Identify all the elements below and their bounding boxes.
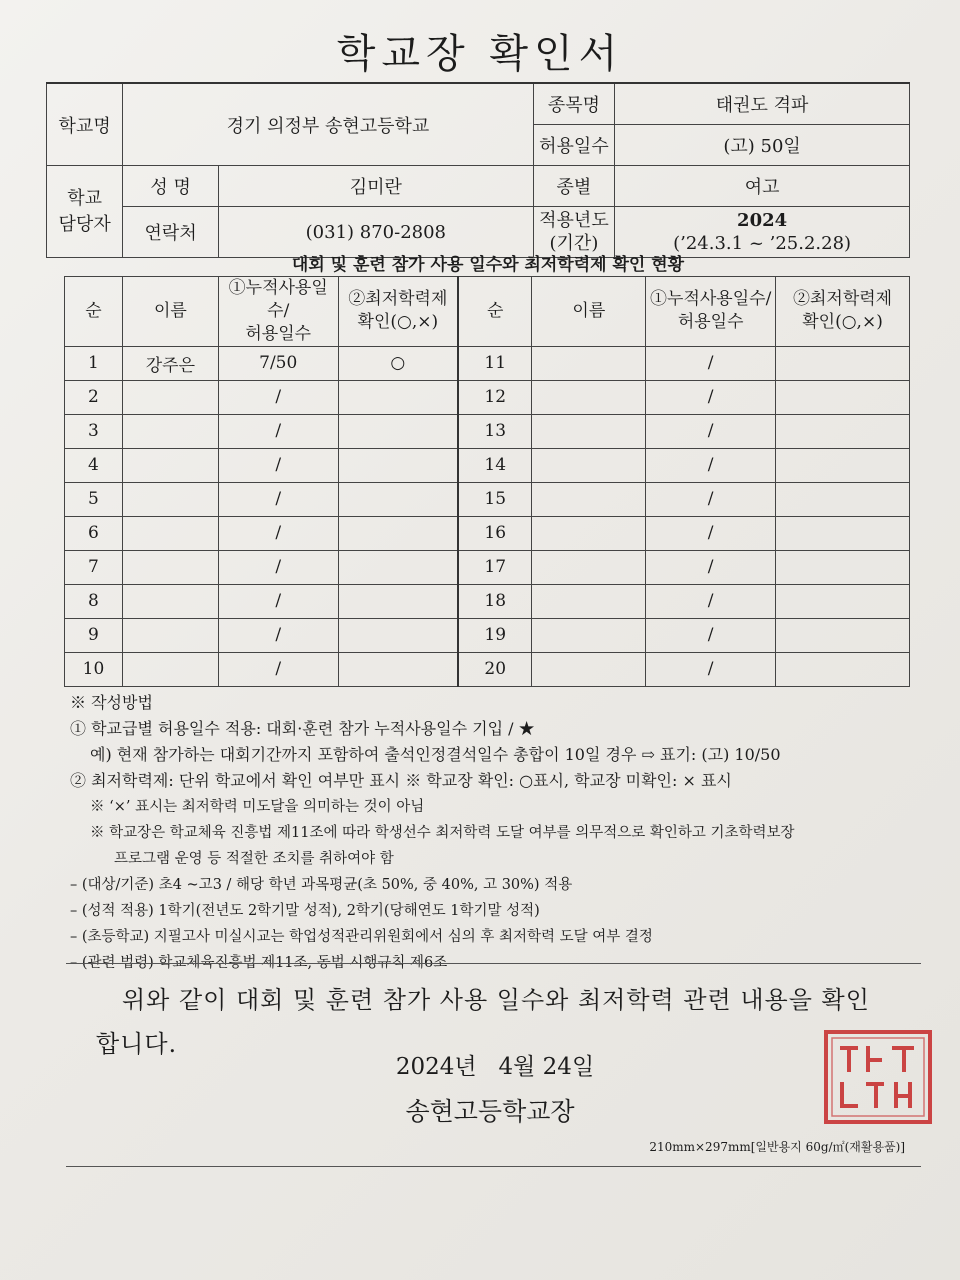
- row-name: [532, 346, 646, 380]
- type-label: 종별: [533, 166, 615, 207]
- row-number: 9: [65, 618, 123, 652]
- contact-value: (031) 870-2808: [218, 207, 533, 258]
- notes-heading: ※ 작성방법: [70, 693, 153, 712]
- row-days: /: [646, 516, 776, 550]
- row-days: /: [218, 516, 338, 550]
- row-name: [532, 584, 646, 618]
- participation-table-body: [65, 277, 910, 687]
- row-name: [122, 516, 218, 550]
- row-number: 8: [65, 584, 123, 618]
- row-days: /: [646, 482, 776, 516]
- row-name: [122, 448, 218, 482]
- row-check: [776, 584, 910, 618]
- row-name: [122, 482, 218, 516]
- row-check: [776, 550, 910, 584]
- note-1-example: 예) 현재 참가하는 대회기간까지 포함하여 출석인정결석일수 총합이 10일 경우 ⇨ 표기: (고) 10/50: [90, 745, 781, 764]
- row-number: 13: [458, 414, 532, 448]
- table-subtitle: 대회 및 훈련 참가 사용 일수와 최저학력제 확인 현황: [291, 255, 685, 275]
- principal-signature: 송현고등학교장: [405, 1097, 575, 1126]
- row-number: 20: [458, 652, 532, 686]
- school-seal-stamp: [820, 1028, 936, 1126]
- table-row: [65, 550, 910, 584]
- row-check: [776, 448, 910, 482]
- row-days: /: [646, 652, 776, 686]
- row-name: [122, 584, 218, 618]
- row-name: [532, 516, 646, 550]
- row-days: /: [218, 414, 338, 448]
- period-value: (’24.3.1 ~ ’25.2.28): [673, 233, 852, 254]
- detail-3: – (초등학교) 지필고사 미실시교는 학업성적관리위원회에서 심의 후 최저학력 도달 여부 결정: [70, 929, 653, 945]
- row-name: [532, 380, 646, 414]
- row-check: [338, 516, 458, 550]
- confirmation-line1: 위와 같이 대회 및 훈련 참가 사용 일수와 최저학력 관련 내용을 확인: [122, 986, 870, 1014]
- note-2: ② 최저학력제: 단위 학교에서 확인 여부만 표시 ※ 학교장 확인: ○표시, 학교장 미확인: × 표시: [70, 771, 732, 790]
- row-number: 2: [65, 380, 123, 414]
- col-no-header-right: 순: [458, 277, 532, 347]
- row-name: [122, 618, 218, 652]
- row-name: 강주은: [122, 346, 218, 380]
- col-check-header: [338, 277, 458, 347]
- contact-label: 연락처: [123, 207, 219, 258]
- writing-instructions: [70, 690, 920, 976]
- col-days-header-line1: ①누적사용일수/: [228, 278, 328, 321]
- detail-4: – (관련 법령) 학교체육진흥법 제11조, 동법 시행규칙 제6조: [70, 955, 448, 971]
- note-2-b-cont: 프로그램 운영 등 적절한 조치를 취하여야 함: [114, 851, 394, 867]
- row-name: [532, 414, 646, 448]
- note-1: ① 학교급별 허용일수 적용: 대회·훈련 참가 누적사용일수 기입 / ★: [70, 719, 535, 738]
- row-number: 7: [65, 550, 123, 584]
- row-name: [122, 380, 218, 414]
- row-name: [122, 414, 218, 448]
- row-name: [532, 652, 646, 686]
- row-check: [338, 550, 458, 584]
- year-value: 2024: [737, 209, 788, 231]
- row-check: ○: [338, 346, 458, 380]
- row-check: [338, 482, 458, 516]
- col-days-header-right-line1: ①누적사용일수/: [650, 289, 772, 310]
- row-number: 17: [458, 550, 532, 584]
- table-row: [65, 448, 910, 482]
- table-row: [65, 584, 910, 618]
- row-days: 7/50: [218, 346, 338, 380]
- row-days: /: [218, 380, 338, 414]
- days-value: (고) 50일: [615, 125, 910, 166]
- row-check: [776, 516, 910, 550]
- row-days: /: [218, 550, 338, 584]
- col-check-header-right: [776, 277, 910, 347]
- row-days: /: [218, 482, 338, 516]
- detail-2: – (성적 적용) 1학기(전년도 2학기말 성적), 2학기(당해연도 1학기말 성적): [70, 903, 540, 919]
- row-check: [338, 448, 458, 482]
- col-days-header-line2: 허용일수: [245, 323, 312, 344]
- row-number: 6: [65, 516, 123, 550]
- col-check-header-line2: 확인(○,×): [357, 312, 439, 333]
- row-check: [338, 652, 458, 686]
- row-days: /: [218, 584, 338, 618]
- row-number: 15: [458, 482, 532, 516]
- row-check: [776, 618, 910, 652]
- year-label-line2: (기간): [549, 233, 599, 254]
- row-days: /: [218, 618, 338, 652]
- participation-table: [64, 276, 910, 687]
- row-days: /: [646, 584, 776, 618]
- days-label: 허용일수: [533, 125, 615, 166]
- row-days: /: [218, 448, 338, 482]
- row-number: 12: [458, 380, 532, 414]
- row-days: /: [646, 346, 776, 380]
- note-2-a: ※ ‘×’ 표시는 최저학력 미도달을 의미하는 것이 아님: [90, 799, 425, 815]
- table-row: [65, 652, 910, 686]
- row-number: 16: [458, 516, 532, 550]
- paper-spec-footnote: 210mm×297mm[일반용지 60g/㎡(재활용품)]: [649, 1140, 905, 1154]
- staff-label-line2: 담당자: [58, 213, 111, 235]
- table-row: [65, 482, 910, 516]
- name-label: 성 명: [123, 166, 219, 207]
- row-check: [776, 346, 910, 380]
- row-days: /: [646, 380, 776, 414]
- issue-date: 2024년 4월 24일: [395, 1054, 595, 1080]
- sport-value: 태권도 격파: [615, 83, 910, 125]
- col-days-header-right: [646, 277, 776, 347]
- row-name: [532, 618, 646, 652]
- row-check: [776, 414, 910, 448]
- note-2-b: ※ 학교장은 학교체육 진흥법 제11조에 따라 학생선수 최저학력 도달 여부를 의무적으로 확인하고 기초학력보장: [90, 825, 795, 841]
- detail-1: – (대상/기준) 초4 ~고3 / 해당 학년 과목평균(초 50%, 중 40%, 고 30%) 적용: [70, 877, 573, 893]
- row-check: [776, 380, 910, 414]
- col-name-header: 이름: [122, 277, 218, 347]
- col-name-header-right: 이름: [532, 277, 646, 347]
- row-days: /: [646, 448, 776, 482]
- confirmation-line2: 합니다.: [96, 1030, 178, 1058]
- school-label: 학교명: [47, 83, 123, 166]
- table-row: [65, 414, 910, 448]
- row-name: [532, 448, 646, 482]
- staff-label-line1: 학교: [67, 188, 103, 210]
- col-days-header: [218, 277, 338, 347]
- row-check: [776, 482, 910, 516]
- year-label-line1: 적용년도: [539, 209, 609, 231]
- col-check-header-right-line2: 확인(○,×): [802, 312, 883, 333]
- document-title: 학교장 확인서: [336, 31, 624, 77]
- row-number: 18: [458, 584, 532, 618]
- row-days: /: [646, 414, 776, 448]
- row-name: [532, 550, 646, 584]
- footer-line: [66, 1166, 921, 1167]
- row-number: 1: [65, 346, 123, 380]
- col-check-header-right-line1: ②최저학력제: [792, 289, 893, 310]
- name-value: 김미란: [218, 166, 533, 207]
- col-days-header-right-line2: 허용일수: [677, 312, 744, 333]
- row-number: 5: [65, 482, 123, 516]
- row-days: /: [646, 550, 776, 584]
- row-check: [338, 414, 458, 448]
- row-number: 4: [65, 448, 123, 482]
- table-row: [65, 516, 910, 550]
- row-number: 14: [458, 448, 532, 482]
- row-check: [776, 652, 910, 686]
- col-check-header-line1: ②최저학력제: [348, 289, 448, 310]
- table-row: [65, 618, 910, 652]
- divider-line: [66, 963, 921, 964]
- row-name: [122, 550, 218, 584]
- table-header-row: [65, 277, 910, 347]
- table-row: [65, 380, 910, 414]
- type-value: 여고: [615, 166, 910, 207]
- col-no-header: 순: [65, 277, 123, 347]
- info-table: [46, 82, 910, 258]
- row-number: 11: [458, 346, 532, 380]
- row-days: /: [218, 652, 338, 686]
- school-value: 경기 의정부 송현고등학교: [123, 83, 533, 166]
- staff-label: [47, 166, 123, 258]
- row-days: /: [646, 618, 776, 652]
- row-check: [338, 618, 458, 652]
- row-check: [338, 380, 458, 414]
- row-name: [532, 482, 646, 516]
- row-name: [122, 652, 218, 686]
- row-number: 19: [458, 618, 532, 652]
- row-check: [338, 584, 458, 618]
- row-number: 3: [65, 414, 123, 448]
- table-row: [65, 346, 910, 380]
- sport-label: 종목명: [533, 83, 615, 125]
- row-number: 10: [65, 652, 123, 686]
